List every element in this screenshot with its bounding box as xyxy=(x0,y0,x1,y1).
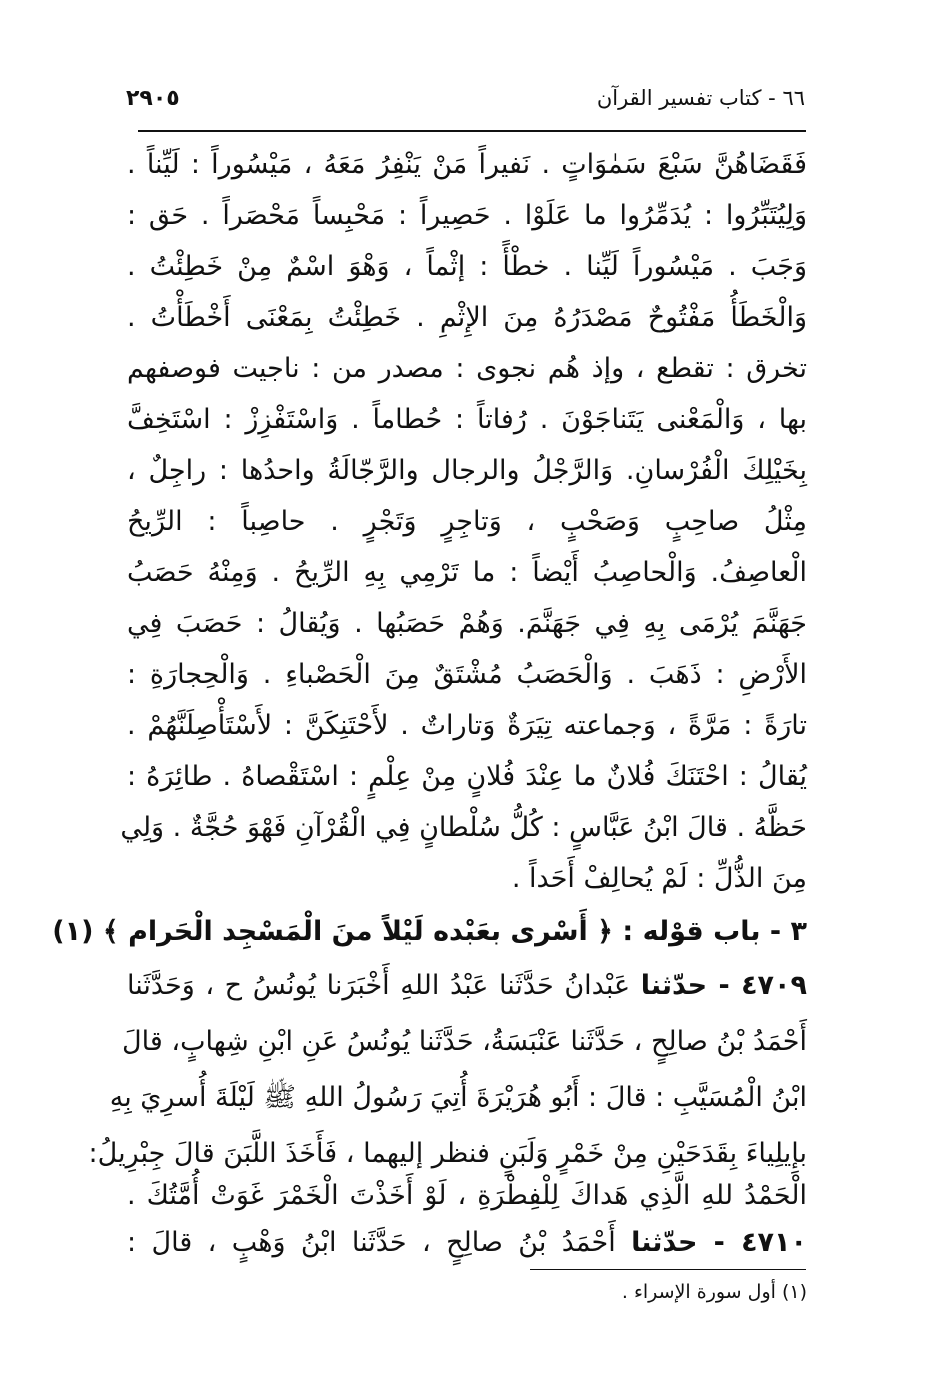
text-line: حَظَّهُ . قالَ ابْنُ عَبَّاسٍ : كُلُّ سُلْطانٍ فِي الْقُرْآنِ فَهْوَ حُجَّةٌ . وَلِي xyxy=(120,812,807,843)
hadith-number: ٤٧١٠ - حدّثنا xyxy=(631,1227,807,1258)
text-line: وَلِيُتَبِّرُوا : يُدَمِّرُوا ما عَلَوْا . حَصِيراً : مَحْبِساً مَحْصَراً . حَق : xyxy=(127,200,807,231)
chapter-heading: ٣ - باب قوْله : ﴿ أَسْرى بعَبْده لَيْلاً منَ الْمَسْجِد الْحَرام ﴾ (١) xyxy=(52,916,807,947)
text-line: بإِيلِياءَ بِقَدَحَيْنِ مِنْ خَمْرٍ وَلَبَنٍ فنظر إليهما ، فَأَخَذَ اللَّبَنَ قالَ جِبْرِيلُ: xyxy=(88,1138,807,1169)
footnote-rule xyxy=(530,1269,806,1270)
text-line: أَحْمَدُ بْنُ صالِحٍ ، حَدَّثَنا عَنْبَسَةُ، حَدَّثَنا يُونُسُ عَنِ ابْنِ شِهابٍ، قالَ xyxy=(122,1026,807,1057)
footnote: (١) أول سورة الإسراء . xyxy=(621,1281,807,1303)
hadith-text: أَحْمَدُ بْنُ صالِحٍ ، حَدَّثَنا ابْنُ وَهْبٍ ، قالَ : xyxy=(127,1227,616,1258)
text-line: ابْنُ الْمُسَيَّبِ : قالَ : أَبُو هُرَيْرَةَ أُتِيَ رَسُولُ اللهِ ﷺ لَيْلَةَ أُسرِيَ بِهِ xyxy=(109,1082,807,1113)
text-line: مِثْلُ صاحِبٍ وَصَحْبٍ ، وَتاجِرٍ وَتَجْرٍ . حاصِباً : الرِّيحُ xyxy=(127,506,807,537)
text-line: وَجَبَ . مَيْسُوراً لَيِّنا . خطْأً : إثْماً ، وَهْوَ اسْمٌ مِنْ خَطِئْتُ . xyxy=(127,251,807,282)
text-line: تخرق : تقطع ، وإذ هُم نجوى : مصدر من : ناجيت فوصفهم xyxy=(127,353,807,384)
header-rule xyxy=(138,130,806,132)
text-line: فَقَضَاهُنَّ سَبْعَ سَمٰوَاتٍ . نَفيراً مَنْ يَنْفِرُ مَعَهُ ، مَيْسُوراً : لَيِّناً . xyxy=(127,149,807,180)
hadith-text: عَبْدانُ حَدَّثَنا عَبْدُ اللهِ أَخْبَرَنا يُونُسُ ح ، وَحَدَّثَنا xyxy=(127,970,631,1001)
page-number: ٢٩٠٥ xyxy=(126,86,180,111)
text-line: بِخَيْلِكَ الْفُرْسانِ. وَالرَّجْلُ والرجال والرَّجّالَةُ واحدُها : راجِلٌ ، xyxy=(127,455,807,486)
text-line: مِنَ الذُّلِّ : لَمْ يُحالِفْ أَحَداً . xyxy=(511,863,807,894)
running-title: ٦٦ - كتاب تفسير القرآن xyxy=(596,86,805,110)
text-line: جَهَنَّمَ يُرْمَى بِهِ فِي جَهَنَّمَ. وَهُمْ حَصَبُها . وَيُقالُ : حَصَبَ فِي xyxy=(127,608,807,639)
text-line: وَالْخَطَأُ مَفْتُوحٌ مَصْدَرُهُ مِنَ الإِثْمِ . خَطِئْتُ بِمَعْنَى أَخْطَأْتُ . xyxy=(127,302,807,333)
text-line: يُقالُ : احْتَنَكَ فُلانٌ ما عِنْدَ فُلانٍ مِنْ عِلْمٍ : اسْتَقْصاهُ . طائِرَهُ : xyxy=(127,761,807,792)
text-line: الْحَمْدُ للهِ الَّذِي هَداكَ لِلْفِطْرَةِ ، لَوْ أَخَذْتَ الْخَمْرَ غَوَتْ أُمَّتُكَ . xyxy=(127,1180,807,1211)
hadith-number: ٤٧٠٩ - حدّثنا xyxy=(640,970,807,1001)
hadith-4709-first-line xyxy=(127,966,807,1006)
text-line: تارَةً : مَرَّةً ، وَجماعته تِيَرَةٌ وَتاراتٌ . لأَحْتَنِكَنَّ : لأَسْتَأْصِلَنَّهُمْ . xyxy=(127,710,807,741)
hadith-4710-first-line xyxy=(127,1223,807,1263)
text-line: بها ، وَالْمَعْنى يَتَناجَوْنَ . رُفاتاً : حُطاماً . وَاسْتَفْزِزْ : اسْتَخِفَّ xyxy=(127,404,807,435)
text-line: الأَرْضِ : ذَهَبَ . وَالْحَصَبُ مُشْتَقٌ مِنَ الْحَصْباءِ . وَالْحِجارَةِ : xyxy=(127,659,807,690)
text-line: الْعاصِفُ. وَالْحاصِبُ أَيْضاً : ما تَرْمِي بِهِ الرِّيحُ . وَمِنْهُ حَصَبُ xyxy=(127,557,807,588)
